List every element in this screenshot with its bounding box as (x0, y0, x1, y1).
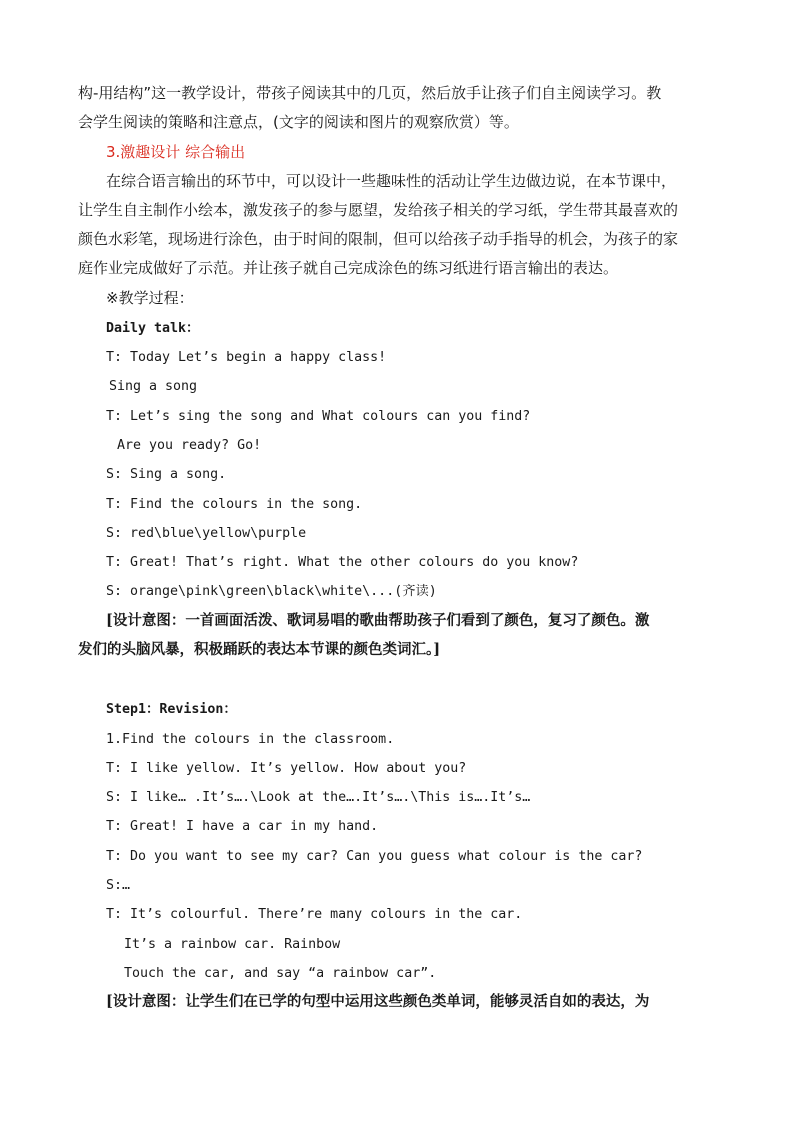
daily-line: S: red\blue\yellow\purple (106, 526, 307, 541)
step1-line: It’s a rainbow car. Rainbow (124, 937, 341, 952)
daily-line: Sing a song (109, 379, 198, 394)
section-paragraph-line-2: 让学生自主制作小绘本，激发孩子的参与愿望，发给孩子相关的学习纸，学生带其最喜欢的 (78, 201, 679, 219)
process-title: ※教学过程： (106, 289, 194, 307)
step1-line: S:… (106, 878, 131, 893)
step1-line: T: It’s colourful. There’re many colours in the car. (106, 907, 523, 922)
daily-line: T: Find the colours in the song. (106, 497, 363, 512)
intro-line-1: 构-用结构”这一教学设计，带孩子阅读其中的几页，然后放手让孩子们自主阅读学习。教 (78, 84, 662, 102)
section-paragraph-line-3: 颜色水彩笔，现场进行涂色，由于时间的限制，但可以给孩子动手指导的机会，为孩子的家 (78, 230, 679, 248)
daily-line: S: orange\pink\green\black\white\...(齐读) (106, 584, 437, 599)
daily-line: Are you ready? Go! (117, 438, 262, 453)
step1-title: Step1：Revision： (106, 702, 237, 717)
daily-line: T: Today Let’s begin a happy class! (106, 350, 387, 365)
step1-line: S: I like… .It’s….\Look at the….It’s….\This is….It’s… (106, 790, 531, 805)
daily-line: T: Let’s sing the song and What colours can you find? (106, 409, 531, 424)
step1-line: 1.Find the colours in the classroom. (106, 732, 395, 747)
section-paragraph-line-1: 在综合语言输出的环节中，可以设计一些趣味性的活动让学生边做边说，在本节课中， (106, 172, 677, 190)
section-heading: 3.激趣设计 综合输出 (106, 143, 246, 161)
step1-line: T: Do you want to see my car? Can you guess what colour is the car? (106, 849, 643, 864)
daily-line: S: Sing a song. (106, 467, 227, 482)
design-intent-note-2: [设计意图：让学生们在已学的句型中运用这些颜色类单词，能够灵活自如的表达，为 (106, 993, 650, 1010)
design-intent-note-1b: 发们的头脑风暴，积极踊跃的表达本节课的颜色类词汇。] (78, 641, 441, 658)
design-intent-note-1a: [设计意图：一首画面活泼、歌词易唱的歌曲帮助孩子们看到了颜色，复习了颜色。激 (106, 612, 650, 629)
step1-line: T: I like yellow. It’s yellow. How about you? (106, 761, 467, 776)
daily-line: T: Great! That’s right. What the other colours do you know? (106, 555, 579, 570)
step1-line: Touch the car, and say “a rainbow car”. (124, 966, 437, 981)
daily-talk-title: Daily talk： (106, 321, 200, 336)
section-paragraph-line-4: 庭作业完成做好了示范。并让孩子就自己完成涂色的练习纸进行语言输出的表达。 (78, 259, 619, 277)
intro-line-2: 会学生阅读的策略和注意点，(文字的阅读和图片的观察欣赏）等。 (78, 113, 519, 131)
step1-line: T: Great! I have a car in my hand. (106, 819, 379, 834)
